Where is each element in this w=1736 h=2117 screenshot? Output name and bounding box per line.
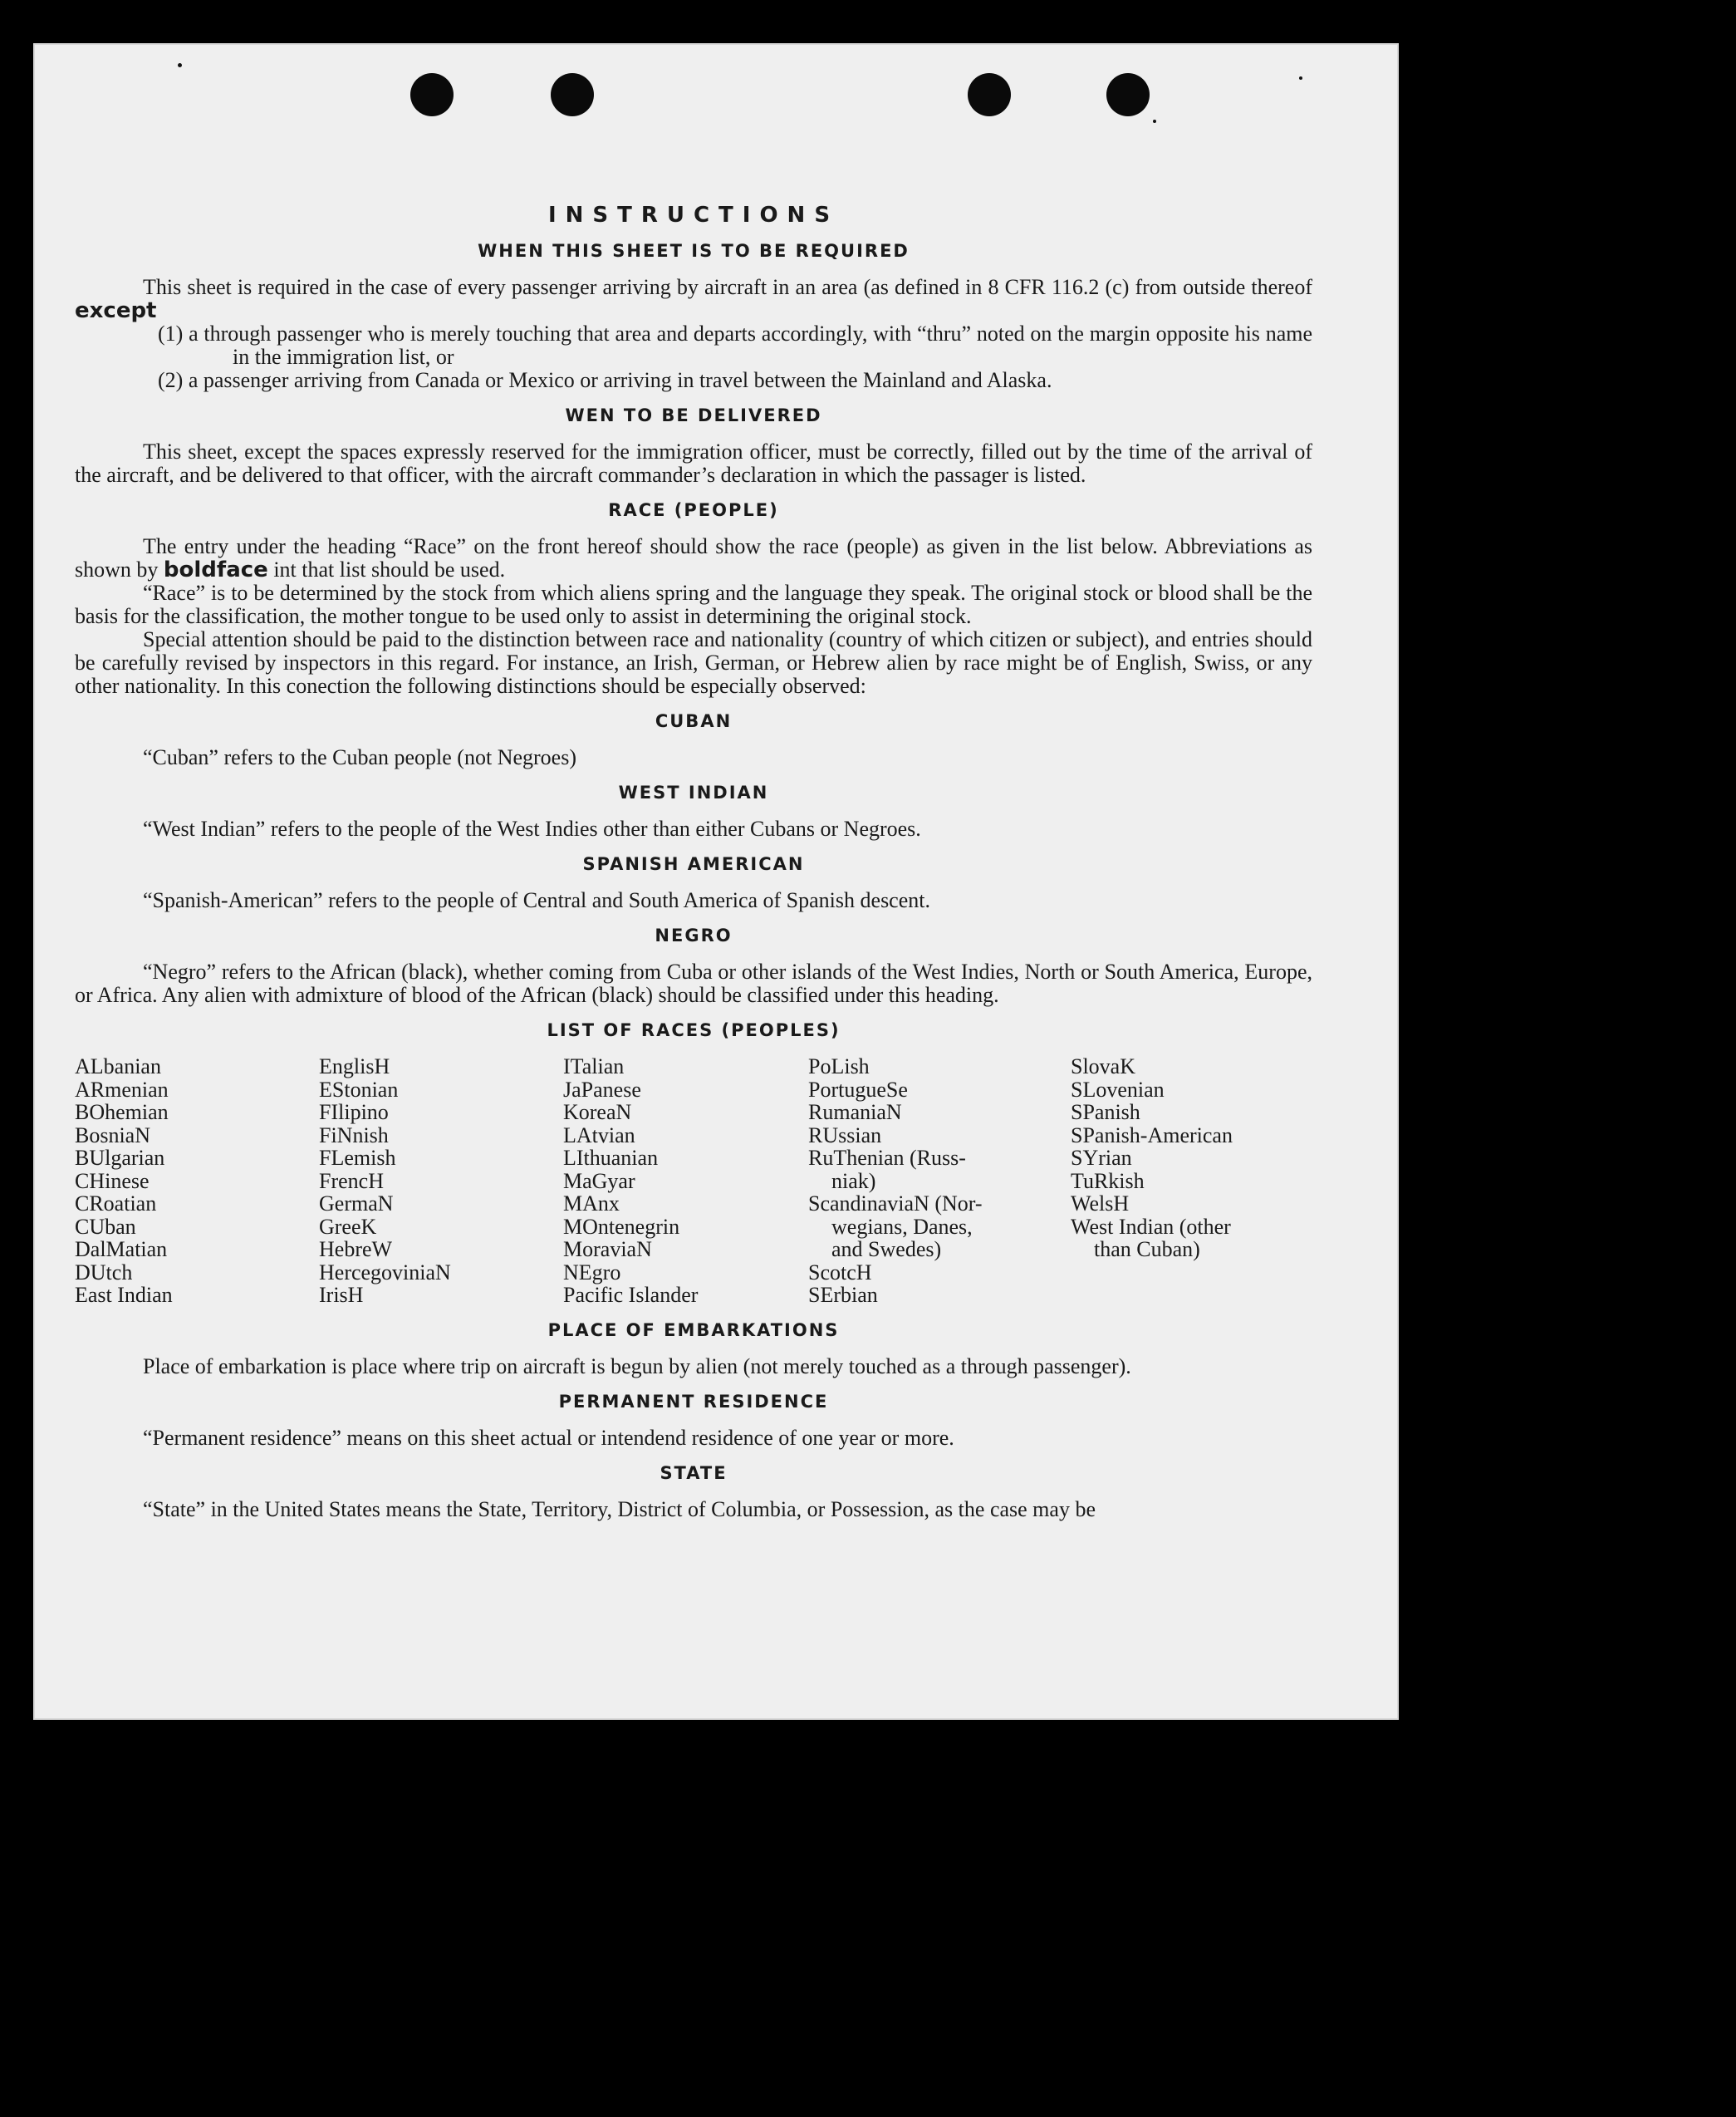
required-intro-bold: except: [75, 298, 157, 323]
race-entry: than Cuban): [1094, 1237, 1200, 1261]
west-indian-text: “West Indian” refers to the people of the West Indies other than either Cubans or Negroes.: [143, 817, 921, 841]
race-entry: ALbanian: [75, 1054, 161, 1078]
paper-speck: [1153, 120, 1156, 123]
embarkation-text: Place of embarkation is place where trip on aircraft is begun by alien (not merely touched as a through passenger).: [143, 1353, 1131, 1378]
race-entry: CUban: [75, 1214, 136, 1239]
race-entry: ARmenian: [75, 1077, 169, 1102]
race-entry: TuRkish: [1071, 1168, 1145, 1193]
race-column: [808, 1055, 1071, 1307]
race-entry: FrencH: [319, 1168, 384, 1193]
race-p1-before: The entry under the heading “Race” on the front hereof should show the race (people) as given in the list below. Abbreviations as shown by: [75, 534, 1312, 582]
race-entry: HercegoviniaN: [319, 1260, 451, 1284]
race-entry: DalMatian: [75, 1237, 168, 1261]
race-entry: and Swedes): [831, 1237, 942, 1261]
race-paragraph-2: “Race” is to be determined by the stock from which aliens spring and the language they speak. The original stock or blood shall be the basis for the classification, the mother tongue to be used only to assist in determining the original stock.: [75, 581, 1312, 628]
race-p1-after: int that list should be used.: [273, 557, 506, 582]
race-entry: ScandinaviaN (Nor-: [808, 1191, 983, 1216]
document-page: [33, 43, 1399, 1720]
race-entry: SPanish: [1071, 1100, 1140, 1124]
race-entry: Pacific Islander: [563, 1283, 699, 1307]
race-entry: West Indian (other: [1071, 1214, 1231, 1239]
section-heading-embarkation: PLACE OF EMBARKATIONS: [547, 1319, 840, 1340]
race-column: [319, 1055, 563, 1307]
punch-hole: [1106, 73, 1150, 116]
section-heading-state: STATE: [660, 1462, 728, 1483]
punch-hole: [551, 73, 594, 116]
race-entry: BUlgarian: [75, 1146, 165, 1170]
section-heading-list-of-races: LIST OF RACES (PEOPLES): [547, 1020, 841, 1040]
section-heading-west-indian: WEST INDIAN: [618, 783, 769, 803]
race-entry: SErbian: [808, 1283, 878, 1307]
race-entry: RUssian: [808, 1122, 882, 1147]
paper-speck: [1299, 76, 1302, 80]
residence-text: “Permanent residence” means on this sheet actual or intendend residence of one year or more.: [143, 1425, 954, 1450]
race-entry: FLemish: [319, 1146, 396, 1170]
race-entry: IrisH: [319, 1283, 364, 1307]
race-entry: LIthuanian: [563, 1146, 659, 1170]
race-entry: GreeK: [319, 1214, 377, 1239]
required-item-1: (1) a through passenger who is merely touching that area and departs accordingly, with “thru” noted on the margin opposite his name in the immigration list, or: [158, 322, 1312, 369]
race-entry: DUtch: [75, 1260, 133, 1284]
race-entry: LAtvian: [563, 1122, 635, 1147]
race-entry: niak): [831, 1168, 876, 1193]
race-entry: FIlipino: [319, 1100, 389, 1124]
race-entry: MAnx: [563, 1191, 620, 1216]
race-entry: MoraviaN: [563, 1237, 652, 1261]
race-entry: EStonian: [319, 1077, 399, 1102]
race-entry: RuThenian (Russ-: [808, 1146, 966, 1170]
punch-hole: [410, 73, 454, 116]
race-entry: MOntenegrin: [563, 1214, 680, 1239]
race-entry: MaGyar: [563, 1168, 635, 1193]
race-entry: PoLish: [808, 1054, 870, 1078]
cuban-text: “Cuban” refers to the Cuban people (not Negroes): [143, 745, 576, 769]
race-entry: CHinese: [75, 1168, 150, 1193]
race-entry: NEgro: [563, 1260, 621, 1284]
race-entry: BosniaN: [75, 1122, 150, 1147]
race-entry: PortugueSe: [808, 1077, 908, 1102]
section-heading-required: WHEN THIS SHEET IS TO BE REQUIRED: [478, 241, 910, 261]
race-column: [563, 1055, 808, 1307]
punch-hole: [968, 73, 1011, 116]
race-list: [75, 1055, 1312, 1307]
section-heading-residence: PERMANENT RESIDENCE: [558, 1391, 829, 1412]
race-entry: ScotcH: [808, 1260, 872, 1284]
required-intro-text: This sheet is required in the case of every passenger arriving by aircraft in an area (as defined in 8 CFR 116.2 (c) from outside thereof: [143, 275, 1312, 299]
section-heading-delivered: WEN TO BE DELIVERED: [565, 405, 822, 425]
race-entry: CRoatian: [75, 1191, 157, 1216]
page-title: INSTRUCTIONS: [547, 203, 840, 228]
required-intro: [75, 276, 1312, 322]
paper-speck: [178, 63, 182, 67]
state-text: “State” in the United States means the State, Territory, District of Columbia, or Possession, as the case may be: [143, 1496, 1096, 1521]
section-heading-spanish-american: SPANISH AMERICAN: [582, 854, 805, 874]
race-entry: WelsH: [1071, 1191, 1130, 1216]
race-entry: SLovenian: [1071, 1077, 1165, 1102]
race-column: [75, 1055, 319, 1307]
race-entry: JaPanese: [563, 1077, 641, 1102]
race-entry: KoreaN: [563, 1100, 632, 1124]
race-entry: ITalian: [563, 1054, 625, 1078]
section-heading-race: RACE (PEOPLE): [608, 500, 779, 520]
spanish-american-text: “Spanish-American” refers to the people of Central and South America of Spanish descent.: [143, 888, 930, 912]
delivered-text: This sheet, except the spaces expressly reserved for the immigration officer, must be correctly, filled out by the time of the arrival of the aircraft, and be delivered to that officer, with the aircraft commander’s declaration in which the passager is listed.: [75, 440, 1312, 487]
race-paragraph-1: [75, 535, 1312, 582]
race-entry: SYrian: [1071, 1146, 1132, 1170]
race-entry: wegians, Danes,: [831, 1214, 973, 1239]
race-paragraph-3: Special attention should be paid to the distinction between race and nationality (country of which citizen or subject), and entries should be carefully revised by inspectors in this regard. For instance, an Irish, German, or Hebrew alien by race might be of English, Swiss, or any other nationality. In this conection the following distinctions should be especially observed:: [75, 627, 1312, 698]
race-entry: RumaniaN: [808, 1100, 902, 1124]
race-column: [1071, 1055, 1312, 1307]
race-entry: SlovaK: [1071, 1054, 1135, 1078]
race-entry: EnglisH: [319, 1054, 390, 1078]
required-item-2: (2) a passenger arriving from Canada or Mexico or arriving in travel between the Mainland and Alaska.: [158, 368, 1052, 392]
instructions-body: [75, 160, 1312, 1521]
race-entry: SPanish-American: [1071, 1122, 1233, 1147]
section-heading-cuban: CUBAN: [655, 711, 733, 731]
race-p1-bold: boldface: [163, 557, 268, 582]
race-entry: HebreW: [319, 1237, 393, 1261]
section-heading-negro: NEGRO: [655, 926, 733, 946]
race-entry: GermaN: [319, 1191, 394, 1216]
race-entry: BOhemian: [75, 1100, 169, 1124]
race-entry: East Indian: [75, 1283, 173, 1307]
negro-text: “Negro” refers to the African (black), whether coming from Cuba or other islands of the West Indies, North or South America, Europe, or Africa. Any alien with admixture of blood of the African (black) should be classified under this heading.: [75, 960, 1312, 1007]
race-entry: FiNnish: [319, 1122, 389, 1147]
